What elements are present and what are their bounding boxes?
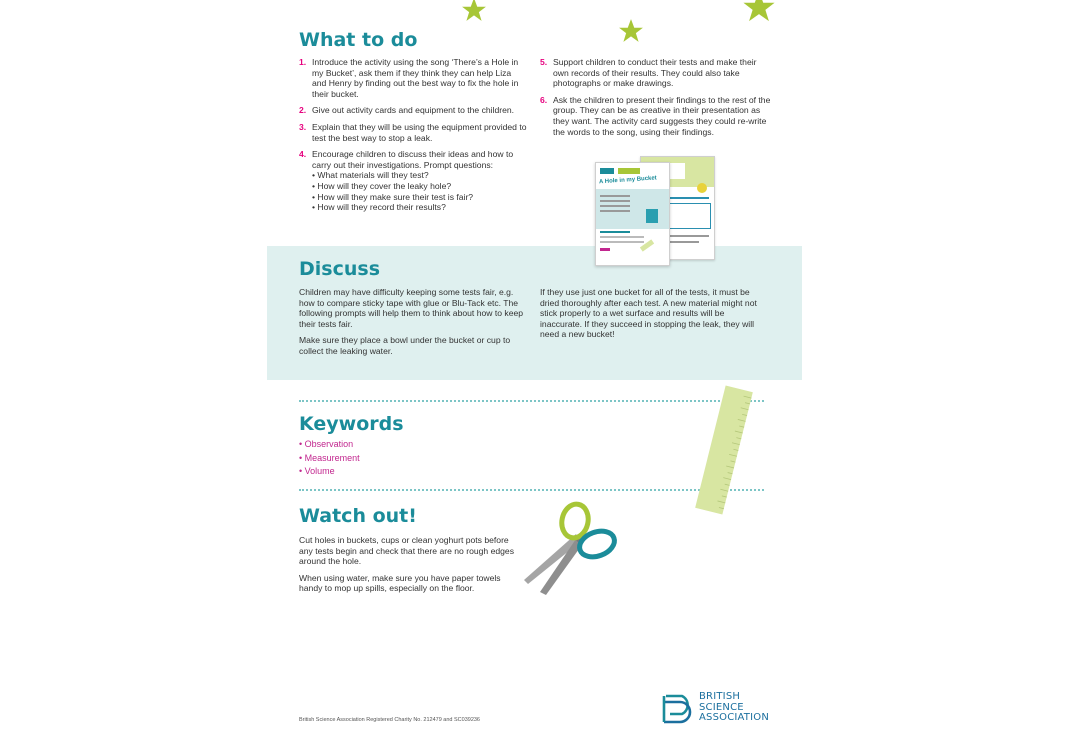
keywords-list [299,438,499,479]
step-text: Introduce the activity using the song ‘There’s a Hole in my Bucket’, ask them if they think they can help Liza and Henry by finding out the best way to fix the hole in their bucket. [312,57,519,99]
discuss-heading: Discuss [299,258,381,280]
keyword-item: • Observation [299,439,354,449]
step-text: Encourage children to discuss their ideas and how to carry out their investigations. Prompt questions: [312,149,514,170]
star-icon [742,0,776,24]
discuss-paragraph: Make sure they place a bowl under the bucket or cup to collect the leaking water. [299,335,511,356]
step-item [299,57,527,99]
activity-card-title: A Hole in my Bucket [598,175,657,186]
bsa-logo-icon [660,692,694,726]
step-text: Support children to conduct their tests and make their own records of their results. They could also take photographs or make drawings. [553,57,757,89]
keyword-item: • Measurement [299,452,360,463]
watch-out-paragraph: Cut holes in buckets, cups or clean yoghurt pots before any tests begin and check that there are no rough edges around the hole. [299,535,514,567]
step-text: Give out activity cards and equipment to the children. [312,105,515,116]
step-number: 3. [299,121,307,132]
step-text: Explain that they will be using the equipment provided to test the best way to stop a leak. [312,121,527,143]
watch-out-paragraph: When using water, make sure you have paper towels handy to mop up spills, especially on the floor. [299,572,501,594]
step-number: 6. [540,94,548,105]
keywords-heading: Keywords [299,413,404,435]
step-item [299,105,527,116]
step-item [299,149,527,213]
scissors-icon [518,500,622,600]
step-item [299,122,527,143]
steps-right-column [540,57,772,143]
step-number: 4. [299,149,307,160]
step-item [540,57,772,89]
step-number: 1. [299,57,307,67]
step-number: 2. [299,105,307,116]
discuss-left-column [299,287,529,363]
watch-out-text [299,535,519,600]
steps-left-column [299,57,527,219]
step-number: 5. [540,57,548,67]
logo-line: SCIENCE [699,701,744,713]
prompt-item: • How will they record their results? [312,202,446,213]
star-icon [618,18,644,44]
prompt-item: • What materials will they test? [312,170,429,181]
discuss-paragraph: If they use just one bucket for all of the tests, it must be dried thoroughly after each test. A new material might not stick properly to a wet surface and results will be inaccurate. If they succeed in stopping the leak, they will need a new bucket! [540,287,757,340]
prompt-questions [312,170,527,212]
keyword-item: • Volume [299,466,335,476]
step-item [540,95,772,137]
activity-card-front-thumbnail [595,162,670,266]
what-to-do-heading: What to do [299,29,418,51]
charity-statement: British Science Association Registered Charity No. 212479 and SC039236 [299,717,480,723]
star-icon [461,0,487,23]
prompt-item: • How will they cover the leaky hole? [312,180,452,191]
discuss-right-column [540,287,768,346]
logo-line: ASSOCIATION [699,712,770,723]
prompt-item: • How will they make sure their test is fair? [312,191,474,202]
bsa-logo-text [699,692,769,724]
step-text: Ask the children to present their findings to the rest of the group. They can be as creative in their presentation as they want. The activity card suggests they could re-write the words to the song, using their findings. [553,94,771,137]
discuss-paragraph: Children may have difficulty keeping some tests fair, e.g. how to compare sticky tape with glue or Blu-Tack etc. The following prompts will help them to think about how to keep their tests fair. [299,287,524,329]
ruler-icon [690,384,758,516]
logo-line: BRITISH [699,691,741,702]
watch-out-heading: Watch out! [299,505,417,527]
